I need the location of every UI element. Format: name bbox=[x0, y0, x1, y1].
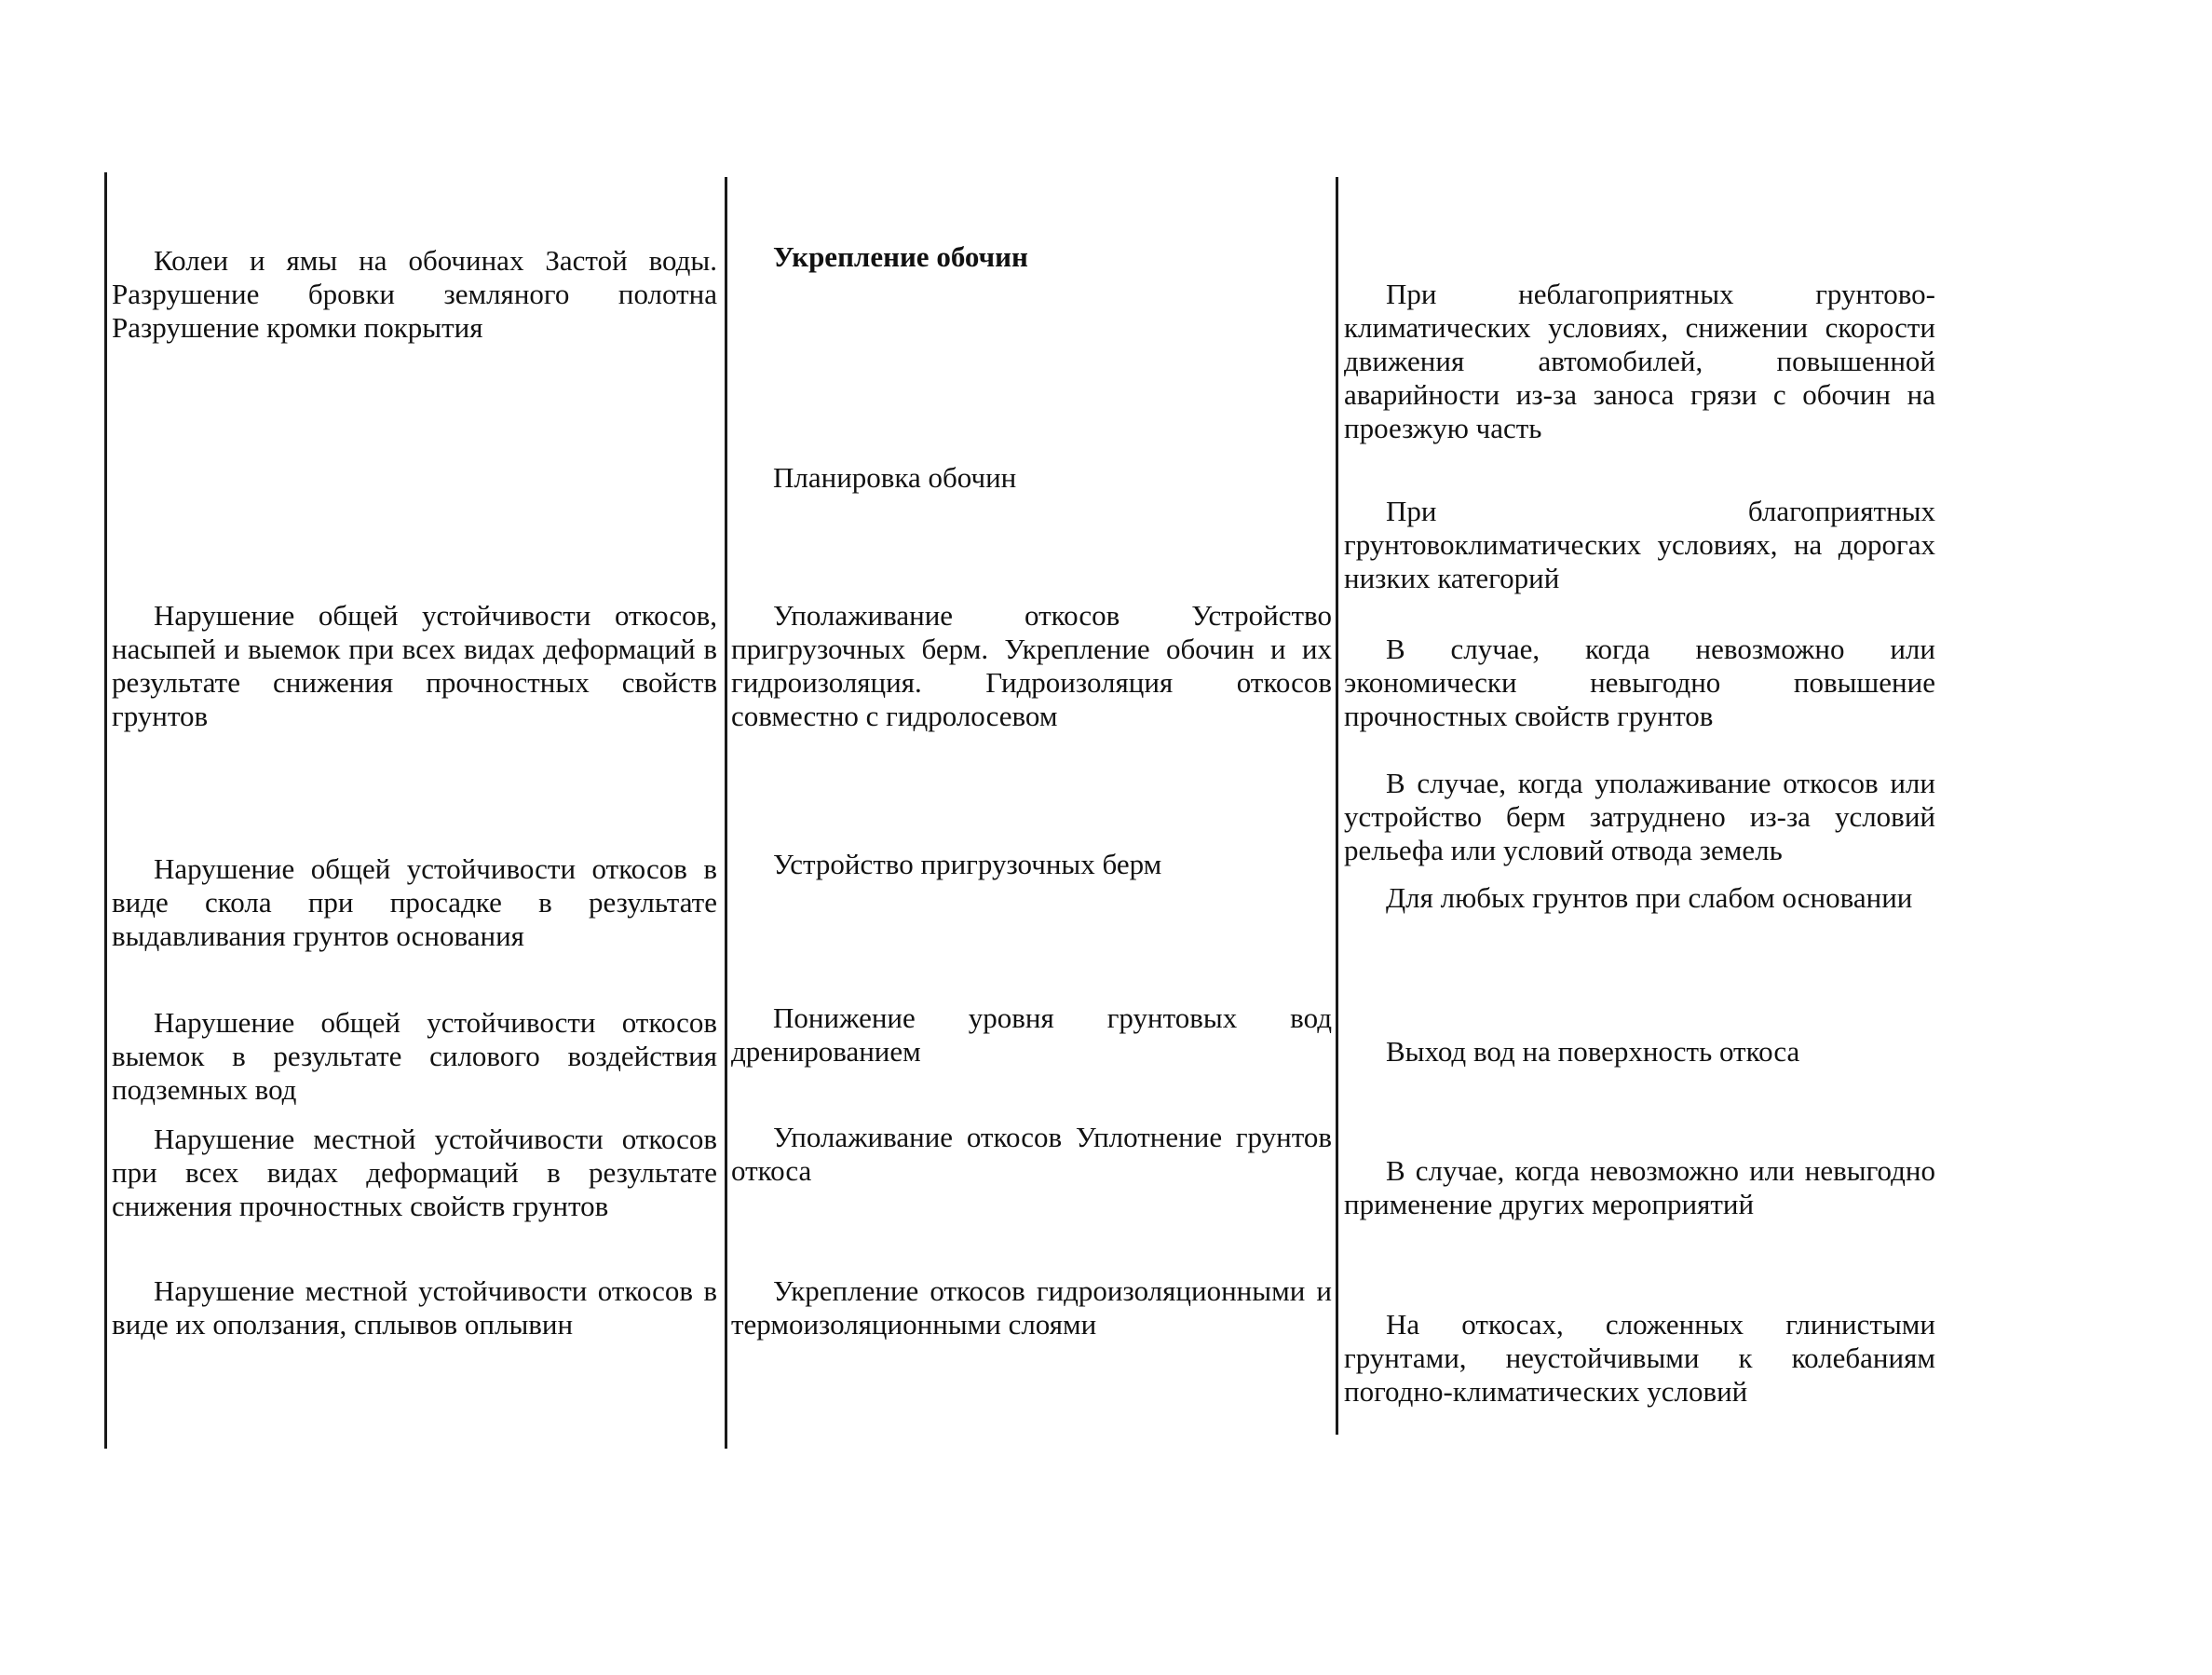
row-6-problem: Нарушение местной устойчивости откосов при всех видах деформаций в результате снижения прочностных свойств грунтов bbox=[112, 1123, 717, 1222]
row-4-measure: Устройство пригрузочных берм bbox=[773, 848, 1162, 880]
row-5-problem: Нарушение общей устойчивости откосов выемок в результате силового воздействия подземных вод bbox=[112, 1006, 717, 1106]
row-2-measure: Планировка обочин bbox=[773, 461, 1017, 494]
row-5-condition-1: Выход вод на поверхность откоса bbox=[1386, 1035, 1800, 1068]
row-5-conditions bbox=[1344, 1001, 1935, 1102]
row-4-condition-1: Для любых грунтов при слабом основании bbox=[1386, 881, 1913, 914]
row-6-measure: Уполаживание откосов Уплотнение грунтов откоса bbox=[731, 1121, 1332, 1187]
row-2-condition-1: При благоприятных грунтовоклиматических условиях, на дорогах низких категорий bbox=[1344, 495, 1935, 594]
row-4-conditions bbox=[1344, 848, 1935, 948]
row-3-problem: Нарушение общей устойчивости откосов, насыпей и выемок при всех видах деформаций в результате снижения прочностных свойств грунтов bbox=[112, 599, 717, 732]
row-7-conditions bbox=[1344, 1274, 1935, 1442]
row-6-conditions bbox=[1344, 1121, 1935, 1255]
row-1-conditions bbox=[1344, 244, 1935, 479]
row-7-condition-1: На откосах, сложенных глинистыми грунтами, неустойчивыми к колебаниям погодно-климатических условий bbox=[1344, 1308, 1935, 1408]
row-6-condition-1: В случае, когда невозможно или невыгодно применение других мероприятий bbox=[1344, 1154, 1935, 1220]
row-1-measure: Укрепление обочин bbox=[773, 240, 1028, 273]
column-divider-2 bbox=[1336, 177, 1338, 1435]
row-7-problem: Нарушение местной устойчивости откосов в виде их оползания, сплывов оплывин bbox=[112, 1274, 717, 1341]
row-1-condition-1: При неблагоприятных грунтово-климатических условиях, снижении скорости движения автомобилей, повышенной аварийности из-за заноса грязи с обочин на проезжую часть bbox=[1344, 278, 1935, 444]
row-5-measure: Понижение уровня грунтовых вод дренированием bbox=[731, 1001, 1332, 1068]
row-3-condition-2: В случае, когда уполаживание откосов или устройство берм затруднено из-за условий рельефа или условий отвода земель bbox=[1344, 767, 1935, 866]
left-table-border bbox=[104, 172, 107, 1449]
row-7-measure: Укрепление откосов гидроизоляционными и термоизоляционными слоями bbox=[731, 1274, 1332, 1341]
row-1-problem: Колеи и ямы на обочинах Застой воды. Разрушение бровки земляного полотна Разрушение кромки покрытия bbox=[112, 244, 717, 344]
column-divider-1 bbox=[725, 177, 727, 1449]
row-3-condition-1: В случае, когда невозможно или экономически невыгодно повышение прочностных свойств грунтов bbox=[1344, 633, 1935, 732]
row-4-problem: Нарушение общей устойчивости откосов в виде скола при просадке в результате выдавливания грунтов основания bbox=[112, 852, 717, 952]
row-3-measure: Уполаживание откосов Устройство пригрузочных берм. Укрепление обочин и их гидроизоляция. Гидроизоляция откосов совместно с гидролосевом bbox=[731, 599, 1332, 732]
